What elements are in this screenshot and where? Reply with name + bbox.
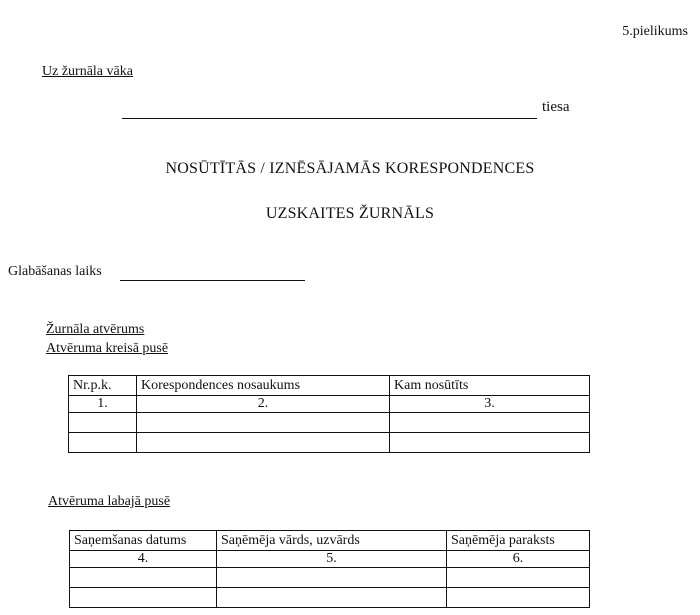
column-number-row [70,551,590,568]
column-number-row [69,396,590,413]
right-page-table [69,530,590,608]
header-cell-correspondence-name: Korespondences nosaukums [137,376,390,396]
empty-cell [390,413,590,433]
storage-period-label: Glabāšanas laiks [8,264,102,279]
column-number-cell: 6. [447,551,590,568]
court-word: tiesa [542,99,570,115]
empty-cell [447,588,590,608]
empty-cell [447,568,590,588]
column-number-cell: 1. [69,396,137,413]
left-page-table [68,375,590,453]
document-title-line1: NOSŪTĪTĀS / IZNĒSĀJAMĀS KORESPONDENCES [165,160,535,177]
table-row [69,413,590,433]
column-number-cell: 2. [137,396,390,413]
court-name-blank-line [122,118,537,119]
empty-cell [217,568,447,588]
empty-cell [217,588,447,608]
right-page-label: Atvēruma labajā pusē [48,494,171,509]
empty-cell [137,413,390,433]
header-cell-row-number: Nr.p.k. [69,376,137,396]
column-number-cell: 3. [390,396,590,413]
cover-label: Uz žurnāla vāka [42,64,133,79]
header-cell-recipient-name: Saņēmēja vārds, uzvārds [217,531,447,551]
empty-cell [69,433,137,453]
table-header-row [69,376,590,396]
header-cell-received-date: Saņemšanas datums [70,531,217,551]
journal-spread-label: Žurnāla atvērums [46,322,145,337]
column-number-cell: 4. [70,551,217,568]
empty-cell [70,568,217,588]
document-title-line2: UZSKAITES ŽURNĀLS [265,205,435,222]
storage-period-blank-line [120,280,305,281]
annex-number: 5.pielikums [622,24,688,39]
empty-cell [70,588,217,608]
header-cell-recipient: Kam nosūtīts [390,376,590,396]
column-number-cell: 5. [217,551,447,568]
header-cell-recipient-signature: Saņēmēja paraksts [447,531,590,551]
empty-cell [69,413,137,433]
left-page-label: Atvēruma kreisā pusē [46,341,169,356]
table-row [70,568,590,588]
table-row [70,588,590,608]
table-row [69,433,590,453]
empty-cell [390,433,590,453]
table-header-row [70,531,590,551]
empty-cell [137,433,390,453]
